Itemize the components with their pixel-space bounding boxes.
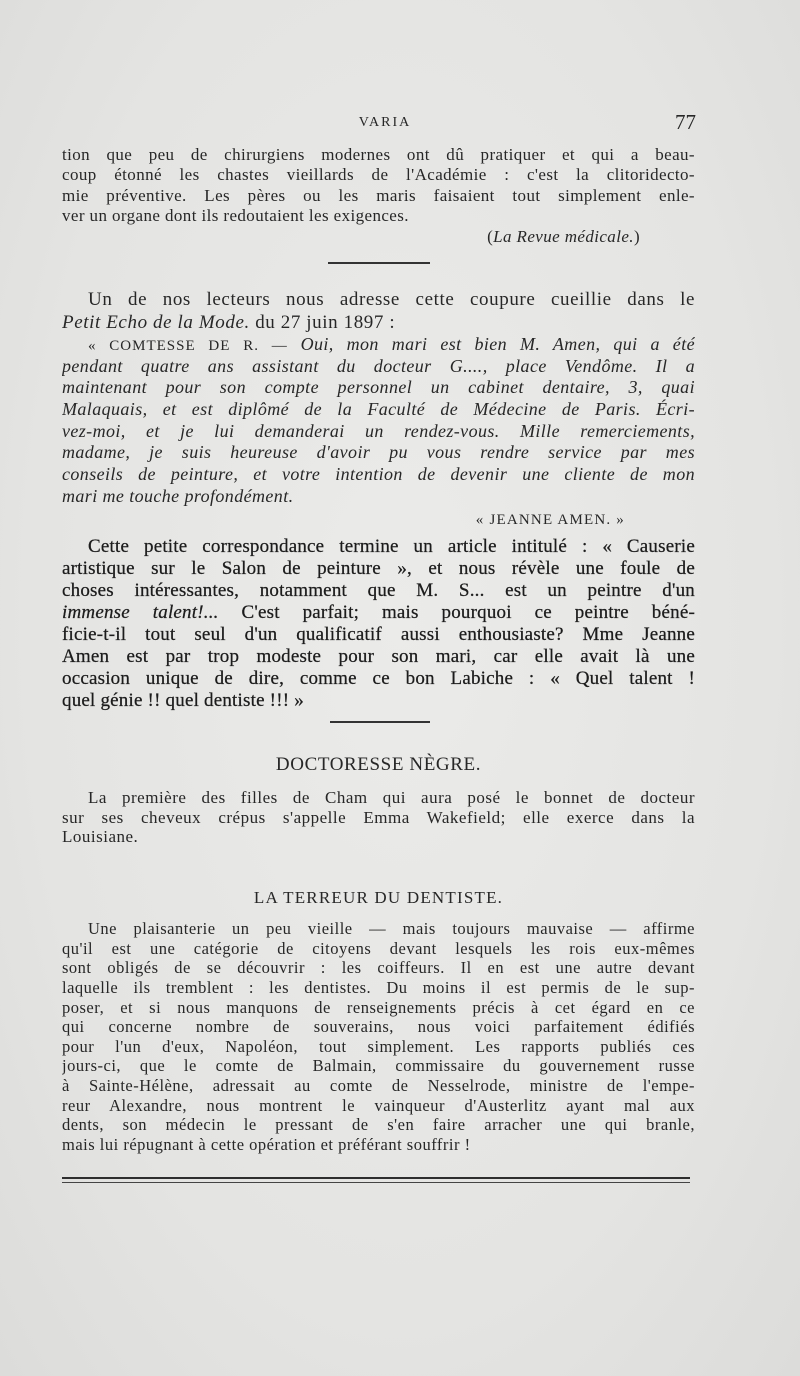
paragraph-doctoresse xyxy=(62,788,695,847)
text-line: pendant quatre ans assistant du docteur G...., place Vendôme. Il a xyxy=(62,355,695,376)
end-rule xyxy=(62,1177,690,1179)
text-line: jours-ci, que le comte de Balmain, commissaire du gouvernement russe xyxy=(62,1056,695,1076)
paragraph-intro xyxy=(62,289,695,334)
text-line: choses intéressantes, notamment que M. S... est un peintre d'un xyxy=(62,580,695,601)
text-line: qui concerne nombre de souverains, nous voici parfaitement édifiés xyxy=(62,1017,695,1037)
text-line: tion que peu de chirurgiens modernes ont dû pratiquer et qui a beau- xyxy=(62,145,695,164)
text-line: ver un organe dont ils redoutaient les exigences. xyxy=(62,206,409,226)
text-line: sont obligés de se découvrir : les coiffeurs. Il en est une autre devant xyxy=(62,958,695,978)
periodical-title: Petit Echo de la Mode. xyxy=(62,311,250,333)
text-line: quel génie !! quel dentiste !!! » xyxy=(62,690,304,711)
text-line xyxy=(62,312,695,335)
text-line: Un de nos lecteurs nous adresse cette coupure cueillie dans le xyxy=(88,289,695,310)
paragraph-clitoridectomie xyxy=(62,145,695,247)
text-line: à Sainte-Hélène, adressait au comte de Nesselrode, ministre de l'empe- xyxy=(62,1076,695,1096)
text-line: reur Alexandre, nous montrent le vainqueur d'Austerlitz ayant mal aux xyxy=(62,1095,695,1115)
text-line: laquelle ils tremblent : les dentistes. Du moins il est permis de le sup- xyxy=(62,977,695,997)
section-divider xyxy=(328,262,430,264)
text-line: ficie-t-il tout seul d'un qualificatif aussi enthousiaste? Mme Jeanne xyxy=(62,624,695,645)
quote-addressee: « COMTESSE DE R. — xyxy=(88,338,301,354)
end-rule xyxy=(62,1182,690,1183)
text-fragment: C'est parfait; mais pourquoi ce peintre béné- xyxy=(218,602,695,623)
text-line: Malaquais, et est diplômé de la Faculté de Médecine de Paris. Écri- xyxy=(62,399,695,420)
quote-signature: « JEANNE AMEN. » xyxy=(475,511,625,528)
text-line: artistique sur le Salon de peinture », et nous révèle une foule de xyxy=(62,558,695,579)
source-paren-close: ) xyxy=(633,226,640,246)
source-citation xyxy=(62,227,695,247)
quoted-clipping xyxy=(62,334,695,532)
text-line: mari me touche profondément. xyxy=(62,485,294,506)
emphasis-text: immense talent!... xyxy=(62,602,219,623)
text-line: conseils de peinture, et votre intention de devenir une cliente de mon xyxy=(62,464,695,485)
text-line: pour l'un d'eux, Napoléon, tout simplement. Les rapports publiés ces xyxy=(62,1036,695,1056)
section-heading: LA TERREUR DU DENTISTE. xyxy=(253,888,504,907)
page-number: 77 xyxy=(675,110,696,134)
section-divider xyxy=(330,721,430,723)
running-title: VARIA xyxy=(358,115,412,130)
text-line: Une plaisanterie un peu vieille — mais toujours mauvaise — affirme xyxy=(88,919,695,938)
text-line: sur ses cheveux crépus s'appelle Emma Wakefield; elle exerce dans la xyxy=(62,807,695,827)
text-line: dents, son médecin le pressant de s'en faire arracher une qui branle, xyxy=(62,1115,695,1135)
source-title: La Revue médicale. xyxy=(493,226,634,246)
paragraph-terreur xyxy=(62,919,695,1155)
text-line: maintenant pour son compte personnel un cabinet dentaire, 3, quai xyxy=(62,377,695,398)
text-fragment: du 27 juin 1897 : xyxy=(249,311,396,333)
text-line: Cette petite correspondance termine un article intitulé : « Causerie xyxy=(88,536,695,557)
text-line xyxy=(62,334,695,356)
text-line: Amen est par trop modeste pour son mari, car elle avait là une xyxy=(62,646,695,667)
text-line xyxy=(62,602,695,624)
text-line: poser, et si nous manquons de renseignements précis à cet égard en ce xyxy=(62,997,695,1017)
text-line: Louisiane. xyxy=(62,827,139,847)
text-line: qu'il est une catégorie de citoyens devant lesquels les rois eux-mêmes xyxy=(62,938,695,958)
text-line: La première des filles de Cham qui aura posé le bonnet de docteur xyxy=(88,788,695,807)
source-paren-open: ( xyxy=(487,226,494,246)
text-line: madame, je suis heureuse d'avoir pu vous rendre service par mes xyxy=(62,442,695,463)
text-fragment: Oui, mon mari est bien M. Amen, qui a été xyxy=(300,334,695,354)
text-line: mie préventive. Les pères ou les maris faisaient tout simplement enle- xyxy=(62,185,695,205)
text-line: mais lui répugnant à cette opération et préférant souffrir ! xyxy=(62,1135,471,1155)
paragraph-commentary xyxy=(62,536,695,712)
text-line: occasion unique de dire, comme ce bon Labiche : « Quel talent ! xyxy=(62,668,695,689)
section-heading: DOCTORESSE NÈGRE. xyxy=(275,754,482,775)
text-line: coup étonné les chastes vieillards de l'Académie : c'est la clitoridecto- xyxy=(62,165,695,185)
text-line: vez-moi, et je lui demanderai un rendez-vous. Mille remerciements, xyxy=(62,420,695,441)
